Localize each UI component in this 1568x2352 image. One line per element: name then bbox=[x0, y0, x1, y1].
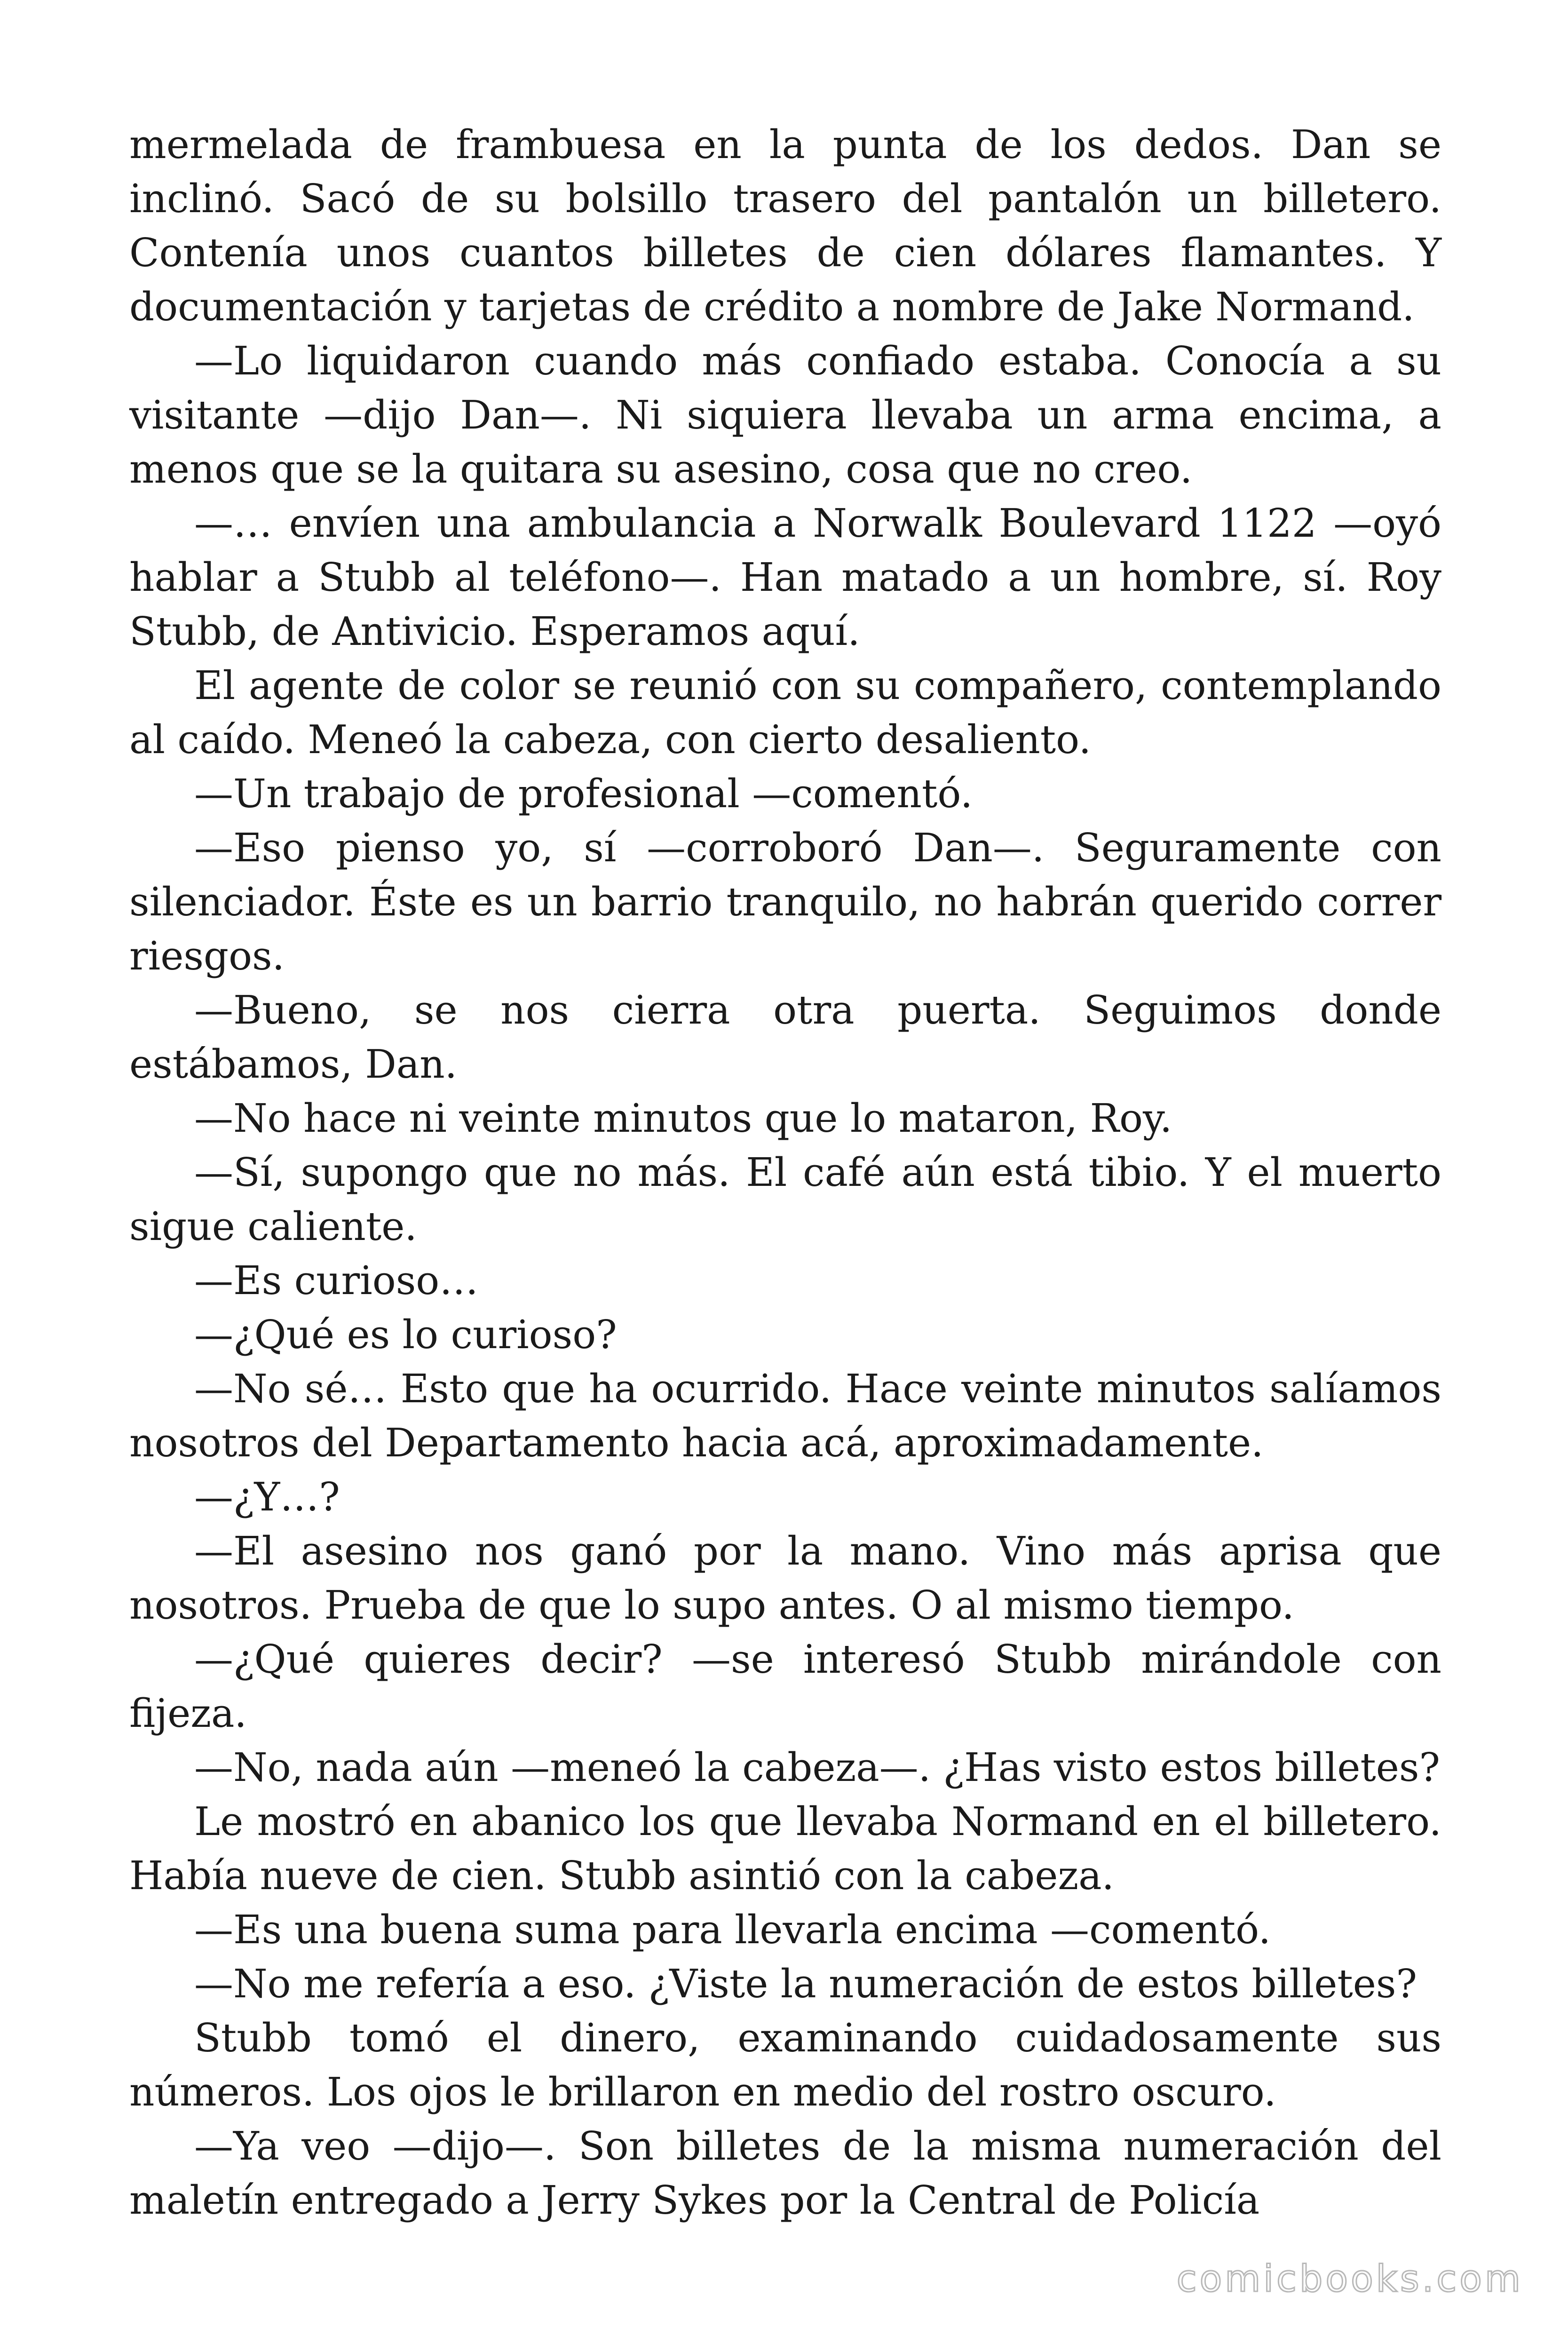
body-text bbox=[129, 118, 1441, 2227]
paragraph: —No sé… Esto que ha ocurrido. Hace veinte minutos salíamos nosotros del Departamento hacia acá, aproximadamente. bbox=[129, 1366, 1441, 1466]
paragraph: —¿Y…? bbox=[194, 1474, 340, 1520]
paragraph: —No hace ni veinte minutos que lo mataron, Roy. bbox=[194, 1096, 1172, 1141]
paragraph: Stubb tomó el dinero, examinando cuidadosamente sus números. Los ojos le brillaron en medio del rostro oscuro. bbox=[129, 2015, 1441, 2115]
paragraph: —Sí, supongo que no más. El café aún está tibio. Y el muerto sigue caliente. bbox=[129, 1150, 1441, 1249]
paragraph: —¿Qué quieres decir? —se interesó Stubb mirándole con fijeza. bbox=[129, 1637, 1441, 1736]
paragraph: mermelada de frambuesa en la punta de los dedos. Dan se inclinó. Sacó de su bolsillo trasero del pantalón un billetero. Contenía unos cuantos billetes de cien dólares flamantes. Y documentación y tarjetas de crédito a nombre de Jake Normand. bbox=[129, 122, 1441, 330]
paragraph: —El asesino nos ganó por la mano. Vino más aprisa que nosotros. Prueba de que lo supo antes. O al mismo tiempo. bbox=[129, 1528, 1441, 1628]
paragraph: Le mostró en abanico los que llevaba Normand en el billetero. Había nueve de cien. Stubb asintió con la cabeza. bbox=[129, 1799, 1441, 1899]
paragraph: —Es una buena suma para llevarla encima —comentó. bbox=[194, 1907, 1271, 1953]
paragraph: —… envíen una ambulancia a Norwalk Boulevard 1122 —oyó hablar a Stubb al teléfono—. Han matado a un hombre, sí. Roy Stubb, de Antivicio. Esperamos aquí. bbox=[129, 501, 1441, 654]
paragraph: —No me refería a eso. ¿Viste la numeración de estos billetes? bbox=[194, 1961, 1417, 2007]
paragraph: —Ya veo —dijo—. Son billetes de la misma numeración del maletín entregado a Jerry Sykes por la Central de Policía bbox=[129, 2123, 1441, 2223]
paragraph: —Lo liquidaron cuando más confiado estaba. Conocía a su visitante —dijo Dan—. Ni siquiera llevaba un arma encima, a menos que se la quitara su asesino, cosa que no creo. bbox=[129, 338, 1441, 492]
paragraph: —Eso pienso yo, sí —corroboró Dan—. Seguramente con silenciador. Éste es un barrio tranquilo, no habrán querido correr riesgos. bbox=[129, 825, 1441, 979]
paragraph: —Es curioso… bbox=[194, 1258, 479, 1303]
paragraph: —¿Qué es lo curioso? bbox=[194, 1312, 617, 1358]
paragraph: —Un trabajo de profesional —comentó. bbox=[194, 771, 973, 817]
paragraph: El agente de color se reunió con su compañero, contemplando al caído. Meneó la cabeza, con cierto desaliento. bbox=[129, 663, 1441, 763]
watermark: comicbooks.com bbox=[1176, 2258, 1523, 2300]
paragraph: —No, nada aún —meneó la cabeza—. ¿Has visto estos billetes? bbox=[194, 1745, 1440, 1790]
paragraph: —Bueno, se nos cierra otra puerta. Seguimos donde estábamos, Dan. bbox=[129, 987, 1441, 1087]
